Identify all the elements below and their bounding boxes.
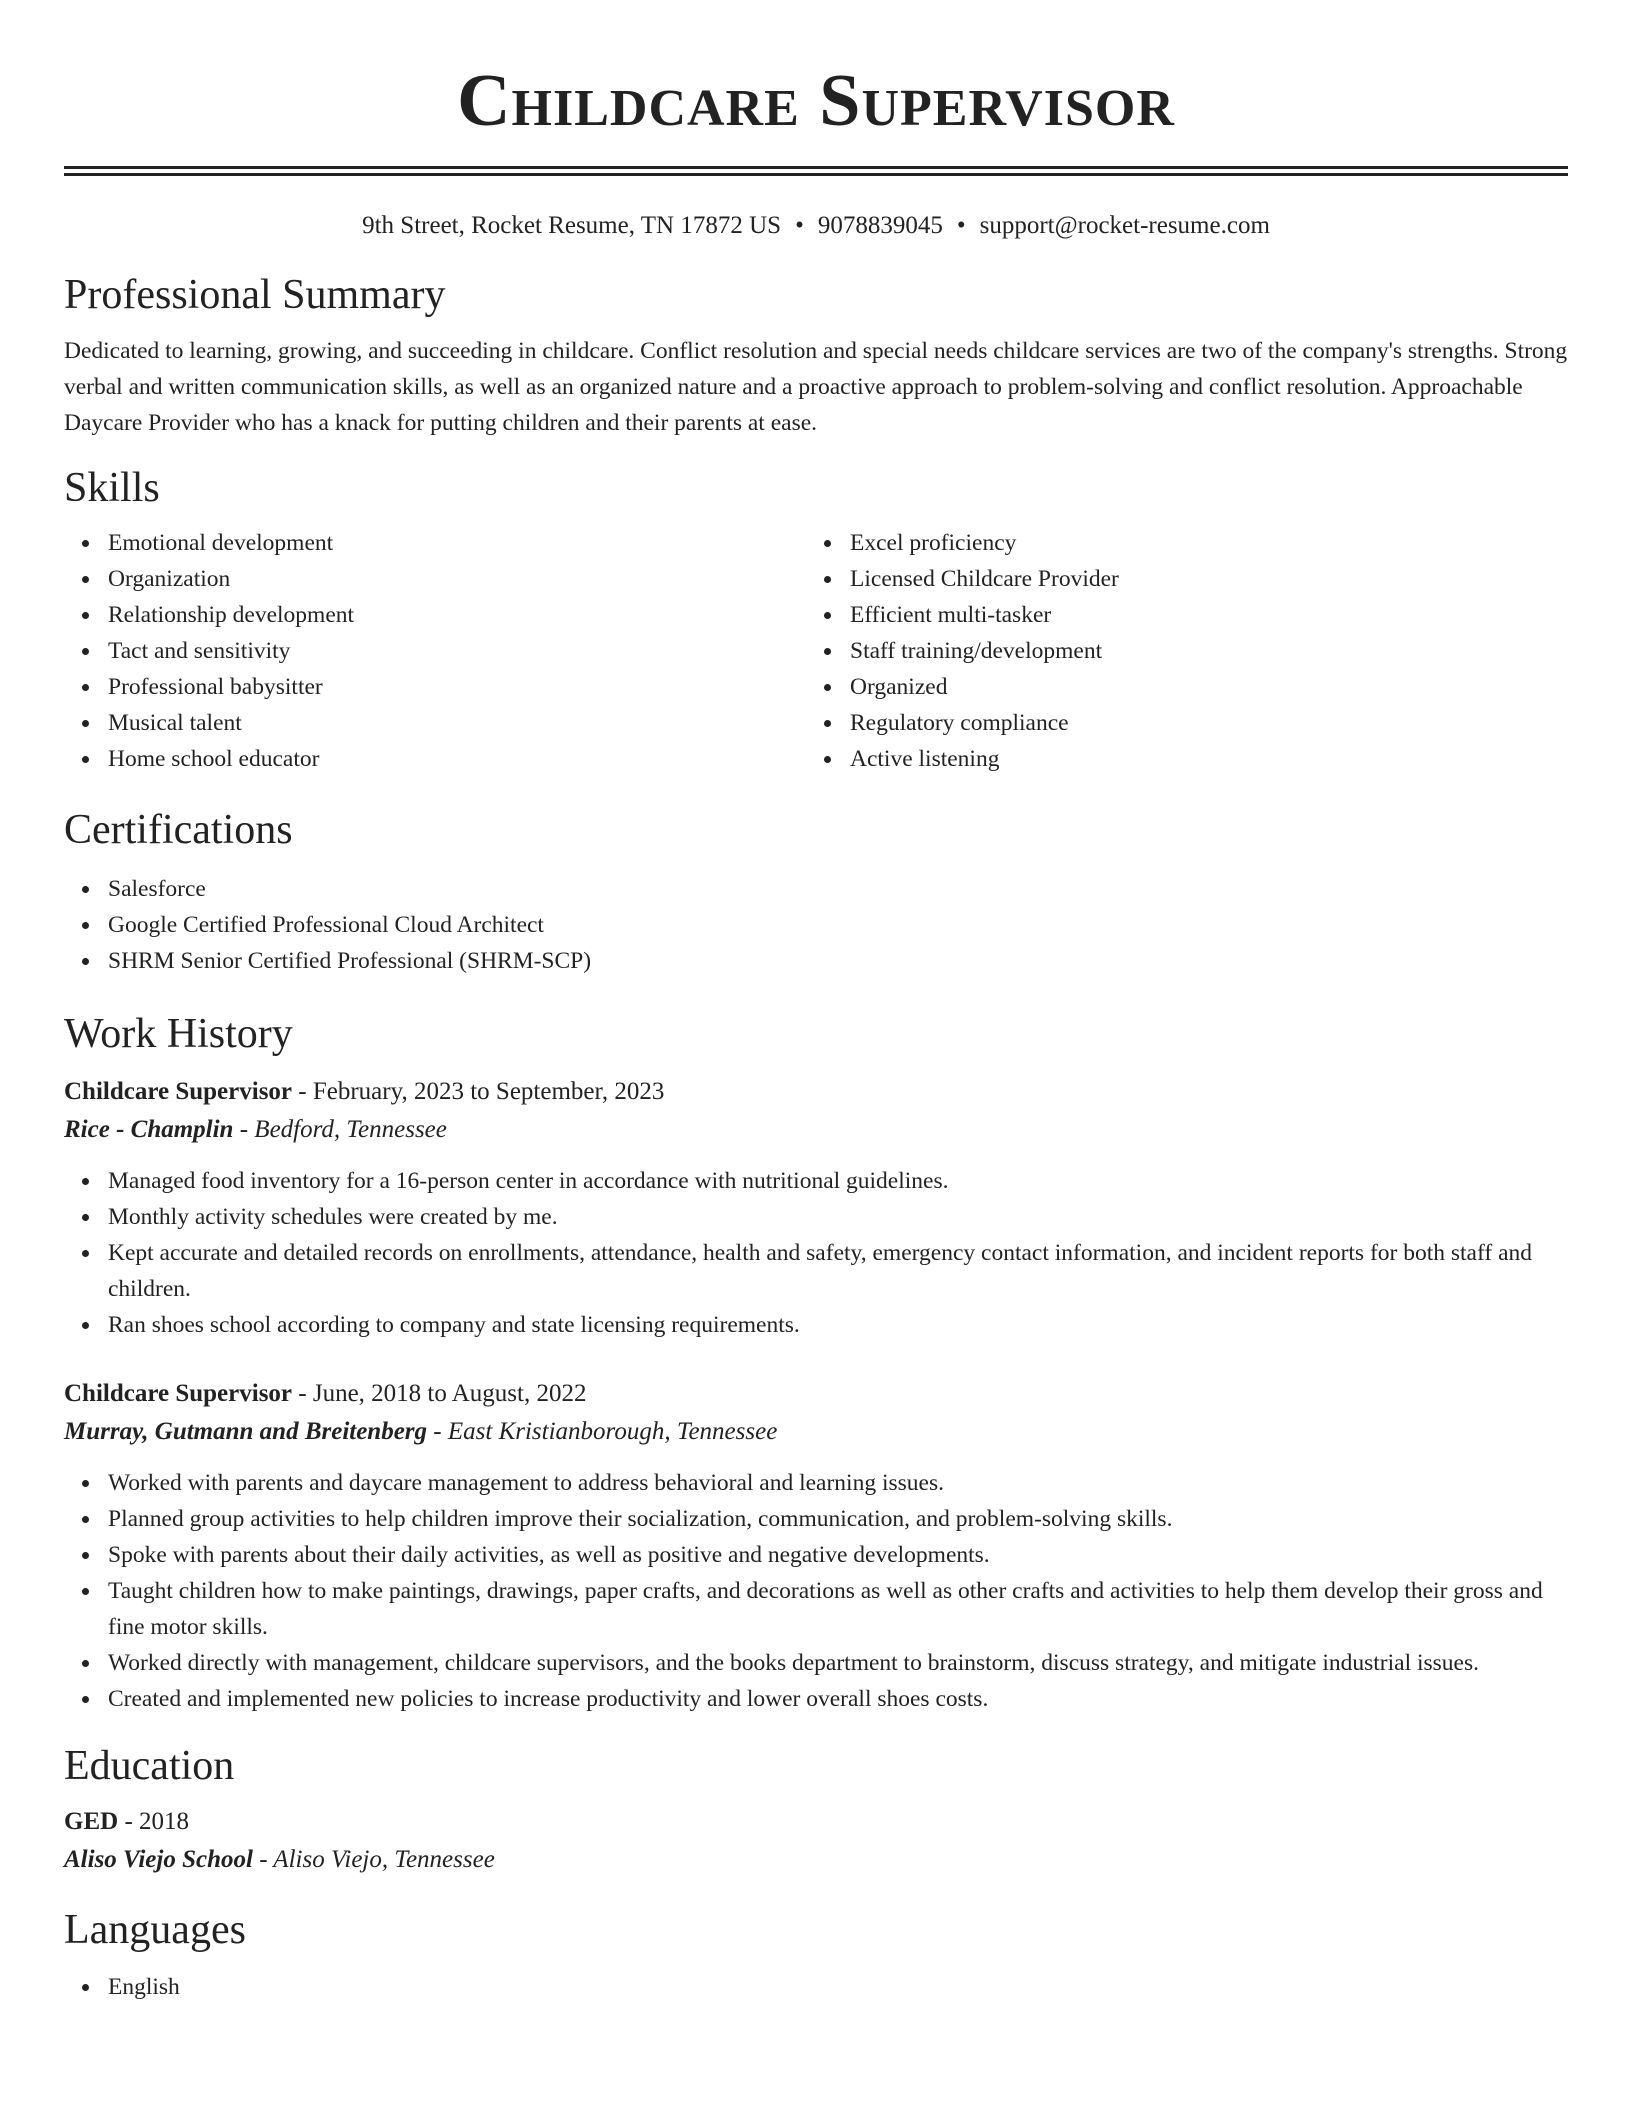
header-double-rule — [64, 166, 1568, 176]
skill-item: Home school educator — [108, 741, 806, 777]
education-degree-line — [64, 1803, 1568, 1841]
contact-line — [64, 210, 1568, 242]
skill-item: Active listening — [850, 741, 1548, 777]
section-title-summary: Professional Summary — [64, 272, 446, 318]
job-company: Rice - Champlin — [64, 1116, 234, 1143]
section-title-education: Education — [64, 1743, 235, 1789]
job-bullet: Ran shoes school according to company and state licensing requirements. — [108, 1307, 1568, 1343]
skill-item: Professional babysitter — [108, 669, 806, 705]
contact-address: 9th Street, Rocket Resume, TN 17872 US — [362, 212, 782, 239]
job-role: Childcare Supervisor — [64, 1078, 293, 1105]
bullet-separator: • — [795, 212, 804, 239]
section-title-work-history: Work History — [64, 1011, 293, 1057]
job-bullet: Managed food inventory for a 16-person center in accordance with nutritional guidelines. — [108, 1163, 1568, 1199]
skill-item: Staff training/development — [850, 633, 1548, 669]
language-item: English — [108, 1969, 1568, 2005]
skills-column-left — [64, 525, 806, 777]
education-location: - Aliso Viejo, Tennessee — [252, 1846, 495, 1873]
education-school: Aliso Viejo School — [64, 1846, 253, 1873]
job-bullet: Kept accurate and detailed records on enrollments, attendance, health and safety, emergency contact information, and incident reports for both staff and children. — [108, 1235, 1568, 1307]
skill-item: Excel proficiency — [850, 525, 1548, 561]
certification-item: Salesforce — [108, 871, 1568, 907]
skill-item: Tact and sensitivity — [108, 633, 806, 669]
education-school-line — [64, 1841, 1568, 1879]
skill-item: Relationship development — [108, 597, 806, 633]
job-employer — [64, 1413, 1568, 1451]
resume-name: Childcare Supervisor — [457, 60, 1175, 142]
job-role: Childcare Supervisor — [64, 1380, 293, 1407]
section-title-languages: Languages — [64, 1907, 246, 1953]
education-year: - 2018 — [118, 1808, 190, 1835]
job-bullet: Worked with parents and daycare management to address behavioral and learning issues. — [108, 1465, 1568, 1501]
job-employer — [64, 1111, 1568, 1149]
work-history-section — [64, 1009, 1568, 1717]
skill-item: Musical talent — [108, 705, 806, 741]
job-entry — [64, 1375, 1568, 1717]
education-degree: GED — [64, 1808, 119, 1835]
skills-section — [64, 463, 1568, 777]
section-title-certifications: Certifications — [64, 807, 293, 853]
skill-item: Regulatory compliance — [850, 705, 1548, 741]
certification-item: Google Certified Professional Cloud Architect — [108, 907, 1568, 943]
summary-text: Dedicated to learning, growing, and succeeding in childcare. Conflict resolution and special needs childcare services are two of the company's strengths. Strong verbal and written communication skills, as well as an organized nature and a proactive approach to problem-solving and conflict resolution. Approachable Daycare Provider who has a knack for putting children and their parents at ease. — [64, 338, 1568, 436]
skill-item: Organization — [108, 561, 806, 597]
job-location: - Bedford, Tennessee — [233, 1116, 447, 1143]
job-bullet: Worked directly with management, childcare supervisors, and the books department to brainstorm, discuss strategy, and mitigate industrial issues. — [108, 1645, 1568, 1681]
job-bullet: Created and implemented new policies to increase productivity and lower overall shoes costs. — [108, 1681, 1568, 1717]
contact-phone: 9078839045 — [817, 212, 943, 239]
job-dates: - February, 2023 to September, 2023 — [292, 1078, 665, 1105]
contact-email: support@rocket-resume.com — [979, 212, 1270, 239]
job-bullet: Monthly activity schedules were created by me. — [108, 1199, 1568, 1235]
skill-item: Organized — [850, 669, 1548, 705]
section-title-skills: Skills — [64, 465, 160, 511]
skill-item: Licensed Childcare Provider — [850, 561, 1548, 597]
job-entry — [64, 1073, 1568, 1343]
job-bullet: Spoke with parents about their daily activities, as well as positive and negative developments. — [108, 1537, 1568, 1573]
job-header — [64, 1073, 1568, 1111]
bullet-separator: • — [956, 212, 966, 239]
skill-item: Efficient multi-tasker — [850, 597, 1548, 633]
job-header — [64, 1375, 1568, 1413]
certification-item: SHRM Senior Certified Professional (SHRM-SCP) — [108, 943, 1568, 979]
skills-column-right — [806, 525, 1548, 777]
education-section — [64, 1741, 1568, 1879]
job-bullet: Planned group activities to help children improve their socialization, communication, and problem-solving skills. — [108, 1501, 1568, 1537]
job-company: Murray, Gutmann and Breitenberg — [64, 1418, 428, 1445]
certifications-section — [64, 805, 1568, 979]
languages-section — [64, 1905, 1568, 2005]
skill-item: Emotional development — [108, 525, 806, 561]
job-dates: - June, 2018 to August, 2022 — [292, 1380, 587, 1407]
summary-section — [64, 270, 1568, 441]
job-bullet: Taught children how to make paintings, drawings, paper crafts, and decorations as well as other crafts and activities to help them develop their gross and fine motor skills. — [108, 1573, 1568, 1645]
job-location: - East Kristianborough, Tennessee — [427, 1418, 778, 1445]
